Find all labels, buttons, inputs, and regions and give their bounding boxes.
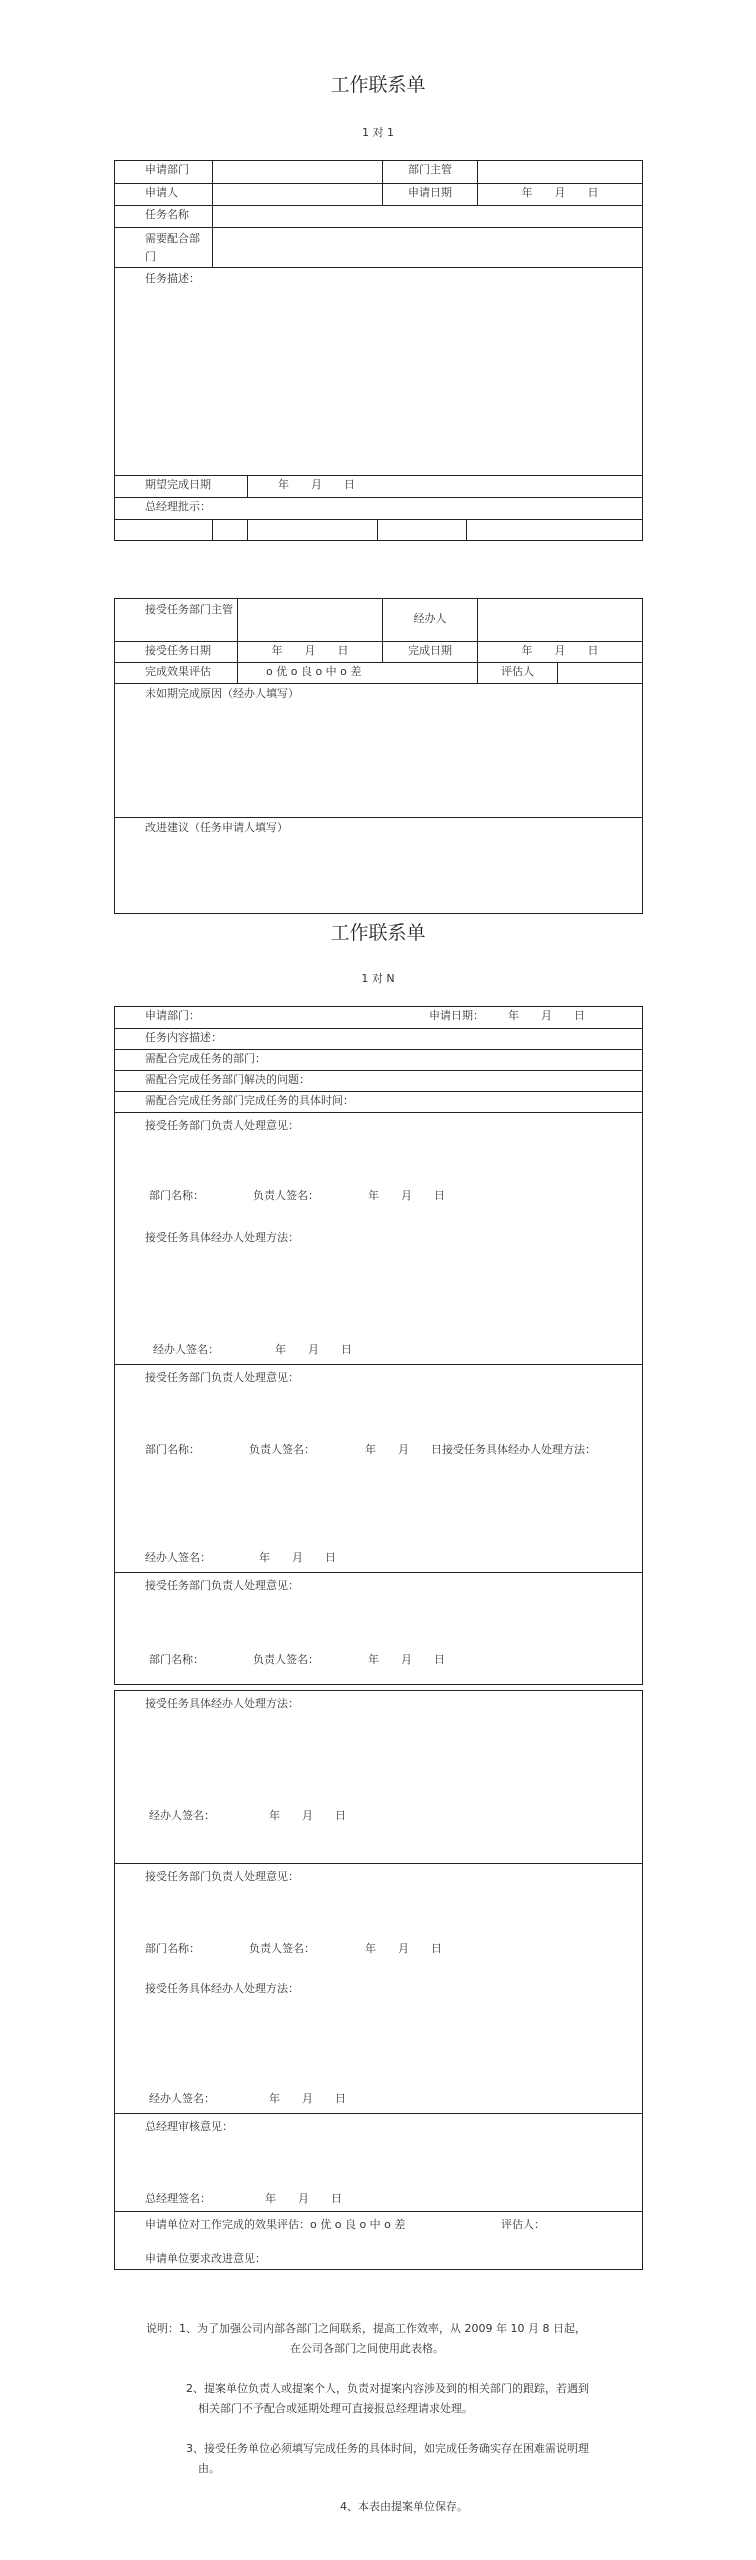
handler-date-blank-d: 年 月 日 bbox=[269, 1809, 346, 1822]
head-date-method-b: 年 月 日接受任务具体经办人处理方法： bbox=[365, 1443, 596, 1456]
task-desc-field[interactable] bbox=[115, 268, 642, 475]
note-2a: 2、提案单位负责人或提案个人，负责对提案内容涉及到的相关部门的跟踪，若遇到 bbox=[186, 2382, 589, 2395]
eval-options-radio[interactable]: o 优 o 良 o 中 o 差 bbox=[237, 663, 477, 683]
handler-field[interactable] bbox=[477, 599, 642, 641]
handler-method-label: 接受任务具体经办人处理方法： bbox=[145, 1231, 299, 1244]
complete-date-label: 完成日期 bbox=[382, 642, 477, 662]
note-4: 4、本表由提案单位保存。 bbox=[340, 2500, 468, 2513]
task-name-label: 任务名称 bbox=[145, 208, 189, 221]
form2-coop-time[interactable]: 需配合完成任务部门完成任务的具体时间： bbox=[145, 1094, 354, 1107]
form2-block-gm[interactable] bbox=[115, 2113, 642, 2211]
handler-date-blank: 年 月 日 bbox=[275, 1343, 352, 1356]
note-3b: 由。 bbox=[198, 2462, 220, 2475]
expected-date-label: 期望完成日期 bbox=[145, 478, 211, 491]
handler-date-blank-e: 年 月 日 bbox=[269, 2092, 346, 2105]
gm-date-blank: 年 月 日 bbox=[265, 2192, 342, 2205]
note-3a: 3、接受任务单位必须填写完成任务的具体时间，如完成任务确实存在困难需说明理 bbox=[186, 2442, 589, 2455]
form2-improve-req: 申请单位要求改进意见： bbox=[145, 2252, 266, 2265]
gm-instruction-field[interactable] bbox=[115, 498, 642, 519]
applicant-dept-field[interactable] bbox=[212, 161, 382, 183]
sign-cell-2[interactable] bbox=[212, 520, 247, 540]
handler-sign-label-e: 经办人签名： bbox=[149, 2092, 215, 2105]
dept-name-label-e: 部门名称： bbox=[145, 1942, 200, 1955]
overdue-reason-field[interactable] bbox=[115, 684, 642, 817]
apply-date-field[interactable]: 年 月 日 bbox=[477, 184, 642, 205]
form2-table-2 bbox=[114, 1690, 643, 2270]
evaluator-label: 评估人 bbox=[477, 663, 557, 683]
note-1b: 在公司各部门之间使用此表格。 bbox=[290, 2342, 444, 2355]
evaluator-field[interactable] bbox=[557, 663, 642, 683]
complete-date-field[interactable]: 年 月 日 bbox=[477, 642, 642, 662]
handler-method-label-d: 接受任务具体经办人处理方法： bbox=[145, 1697, 299, 1710]
task-name-field[interactable] bbox=[212, 206, 642, 227]
form2-coop-dept[interactable]: 需配合完成任务的部门： bbox=[145, 1052, 266, 1065]
note-2b: 相关部门不予配合或延期处理可直接报总经理请求处理。 bbox=[198, 2402, 473, 2415]
handler-sign-label: 经办人签名： bbox=[153, 1343, 219, 1356]
head-opinion-label-b: 接受任务部门负责人处理意见： bbox=[145, 1371, 299, 1384]
form2-block-b[interactable] bbox=[115, 1364, 642, 1572]
receive-date-label: 接受任务日期 bbox=[145, 644, 211, 657]
head-opinion-label-e: 接受任务部门负责人处理意见： bbox=[145, 1870, 299, 1883]
dept-name-label-c: 部门名称： bbox=[149, 1653, 204, 1666]
receive-date-field[interactable]: 年 月 日 bbox=[237, 642, 382, 662]
sign-cell-5[interactable] bbox=[466, 520, 642, 540]
sign-cell-4[interactable] bbox=[377, 520, 466, 540]
form2-apply-date[interactable] bbox=[385, 1007, 642, 1028]
receiving-head-field[interactable] bbox=[237, 599, 382, 641]
head-sign-label-c: 负责人签名： bbox=[253, 1653, 319, 1666]
head-date-blank-c: 年 月 日 bbox=[368, 1653, 445, 1666]
form2-title: 工作联系单 bbox=[330, 922, 426, 944]
apply-date-label: 申请日期 bbox=[382, 184, 477, 205]
form2-block-a[interactable] bbox=[115, 1112, 642, 1364]
dept-name-label: 部门名称： bbox=[149, 1189, 204, 1202]
handler-date-blank-b: 年 月 日 bbox=[259, 1551, 336, 1564]
form1b-table bbox=[114, 598, 643, 914]
form2-evaluator-label: 评估人： bbox=[501, 2218, 545, 2231]
form1-subtitle: 1 对 1 bbox=[362, 126, 394, 139]
form2-block-c[interactable] bbox=[115, 1572, 642, 1684]
dept-name-label-b: 部门名称： bbox=[145, 1443, 200, 1456]
notes-section bbox=[0, 2320, 756, 2520]
sign-cell-1[interactable] bbox=[115, 520, 212, 540]
applicant-dept-label: 申请部门 bbox=[145, 163, 189, 176]
form2-applicant-dept[interactable]: 申请部门： bbox=[145, 1009, 200, 1022]
form1-table bbox=[114, 160, 643, 541]
head-date-blank: 年 月 日 bbox=[368, 1189, 445, 1202]
applicant-label: 申请人 bbox=[145, 186, 178, 199]
dept-head-field[interactable] bbox=[477, 161, 642, 183]
form1-title: 工作联系单 bbox=[330, 74, 426, 96]
form2-coop-issue[interactable]: 需配合完成任务部门解决的问题： bbox=[145, 1073, 310, 1086]
form2-block-d[interactable] bbox=[115, 1691, 642, 1863]
form2-effect-eval: 申请单位对工作完成的效果评估：o 优 o 良 o 中 o 差 bbox=[145, 2218, 406, 2231]
form2-block-eval[interactable] bbox=[115, 2211, 642, 2269]
handler-method-label-e: 接受任务具体经办人处理方法： bbox=[145, 1982, 299, 1995]
overdue-reason-label: 未如期完成原因（经办人填写） bbox=[145, 687, 299, 700]
note-1a: 说明：1、为了加强公司内部各部门之间联系，提高工作效率，从 2009 年 10 月 8 日起， bbox=[146, 2322, 586, 2335]
head-sign-label-b: 负责人签名： bbox=[249, 1443, 315, 1456]
applicant-field[interactable] bbox=[212, 184, 382, 205]
gm-review-label: 总经理审核意见： bbox=[145, 2120, 233, 2133]
head-sign-label-e: 负责人签名： bbox=[249, 1942, 315, 1955]
form2-apply-date-label: 申请日期： bbox=[429, 1009, 484, 1022]
form2-table bbox=[114, 1006, 643, 1685]
head-opinion-label-c: 接受任务部门负责人处理意见： bbox=[145, 1579, 299, 1592]
form2-task-content[interactable]: 任务内容描述： bbox=[145, 1031, 222, 1044]
suggestion-field[interactable] bbox=[115, 818, 642, 913]
expected-date-field[interactable]: 年 月 日 bbox=[247, 476, 642, 497]
form2-block-e[interactable] bbox=[115, 1863, 642, 2113]
coop-dept-field[interactable] bbox=[212, 228, 642, 267]
head-sign-label: 负责人签名： bbox=[253, 1189, 319, 1202]
head-opinion-label: 接受任务部门负责人处理意见： bbox=[145, 1119, 299, 1132]
effect-eval-label: 完成效果评估 bbox=[145, 665, 211, 678]
handler-sign-label-b: 经办人签名： bbox=[145, 1551, 211, 1564]
gm-sign-label: 总经理签名： bbox=[145, 2192, 211, 2205]
form2-subtitle: 1 对 N bbox=[361, 972, 395, 985]
suggestion-label: 改进建议（任务申请人填写） bbox=[145, 821, 288, 834]
task-desc-label: 任务描述： bbox=[145, 272, 200, 285]
handler-sign-label-d: 经办人签名： bbox=[149, 1809, 215, 1822]
gm-instruction-label: 总经理批示： bbox=[145, 500, 211, 513]
dept-head-label: 部门主管 bbox=[382, 161, 477, 183]
coop-dept-label: 需要配合部门 bbox=[145, 232, 200, 263]
sign-cell-3[interactable] bbox=[247, 520, 377, 540]
receiving-head-label: 接受任务部门主管 bbox=[145, 603, 233, 616]
form2-apply-date-blank: 年 月 日 bbox=[508, 1009, 585, 1022]
head-date-blank-e: 年 月 日 bbox=[365, 1942, 442, 1955]
handler-label: 经办人 bbox=[382, 599, 477, 641]
